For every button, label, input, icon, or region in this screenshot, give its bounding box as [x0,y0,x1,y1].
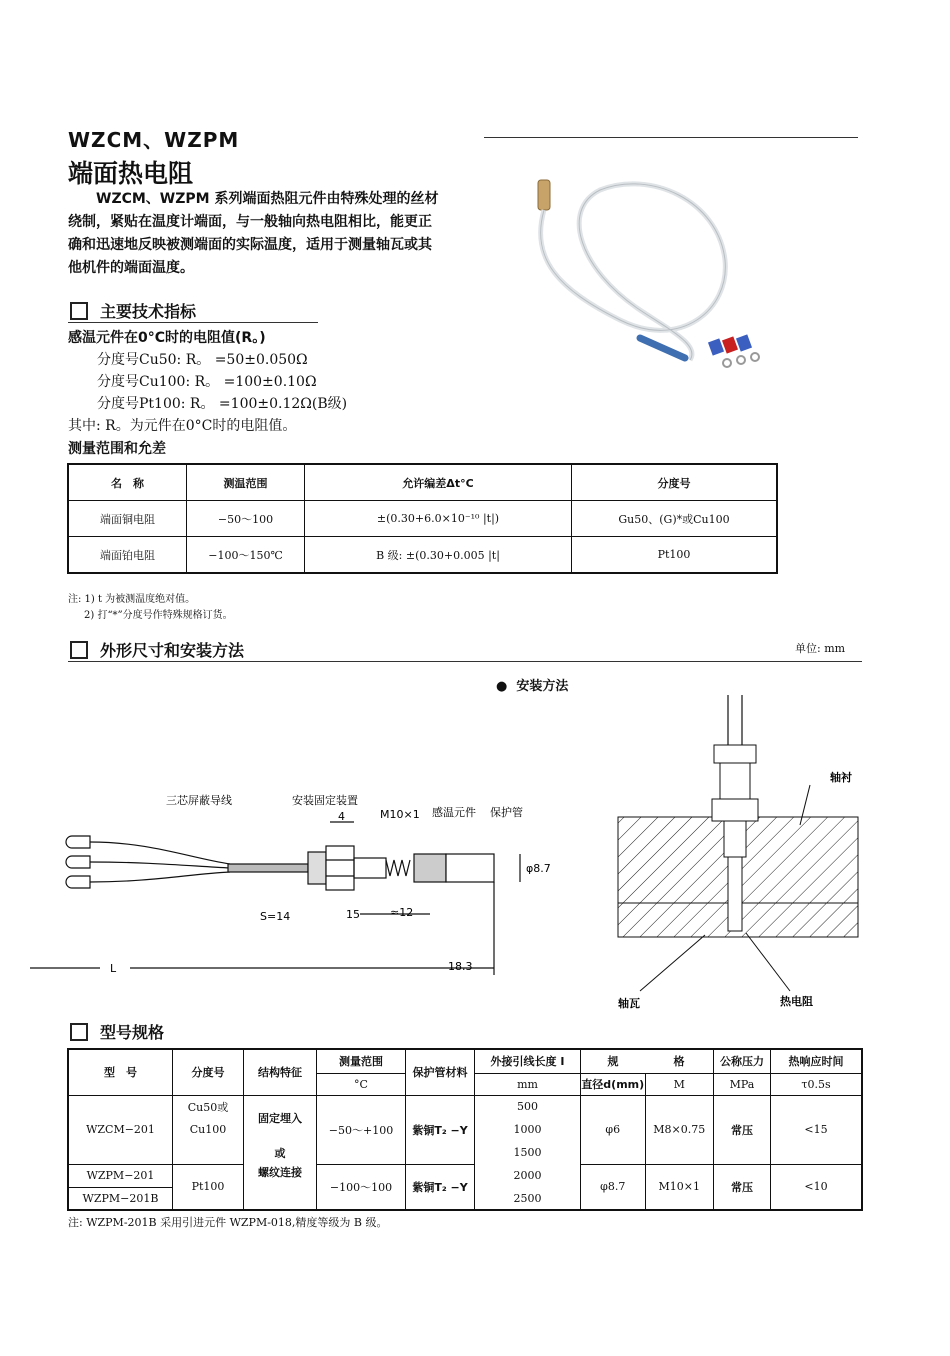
spring [386,860,410,876]
leader-line [640,935,705,991]
cell-thread: M10×1 [645,1164,714,1210]
blue-sleeve [640,338,685,358]
label-thread: M10×1 [380,808,420,821]
sensor-probe [538,180,550,210]
cell-response: <15 [771,1095,863,1164]
label-bushing: 轴衬 [830,771,852,784]
shielded-cable [228,864,308,872]
installation-drawing [610,695,870,1015]
label-tube: 保护管 [490,806,523,819]
cell-model: WZPM−201B [68,1187,173,1210]
table1-note-1: 注: 1) t 为被测温度绝对值。 [68,594,196,605]
model-title: WZCM、WZPM [68,128,240,152]
label-L: L [110,962,117,975]
spec-line-cu100: 分度号Cu100: R。 =100±0.10Ω [97,374,317,390]
models-note: 注: WZPM-201B 采用引进元件 WZPM-018,精度等级为 B 级。 [68,1216,388,1229]
hdr-response: 热响应时间 [771,1049,863,1073]
cell-thread: M8×0.75 [645,1095,714,1164]
cell: ±(0.30+6.0×10⁻¹⁰ |t|) [305,501,572,537]
cell: 端面铂电阻 [68,537,187,574]
lug-icon [66,836,90,848]
cell-lead: 1500 [475,1141,581,1164]
leader-line [746,933,790,991]
col-range: 测温范围 [187,464,305,501]
hdr-material: 保护管材料 [406,1049,475,1095]
cell-pressure: 常压 [714,1095,771,1164]
label-d183: 18.3 [448,960,473,973]
spec-line-pt100: 分度号Pt100: R。 =100±0.12Ω(B级) [97,396,348,412]
label-rtd: 热电阻 [780,995,813,1008]
header-rule [484,137,858,138]
label-d12: ≈12 [390,906,414,919]
table-row [68,1095,862,1118]
label-dia: φ8.7 [526,862,551,875]
cell-material: 紫铜T₂ −Y [406,1164,475,1210]
section-spec-heading: 主要技术指标 [70,299,196,322]
cell-material: 紫铜T₂ −Y [406,1095,475,1164]
cell-model: WZCM−201 [68,1095,173,1164]
hdr-range-unit: °C [317,1073,406,1095]
tolerance-table [67,463,778,574]
cell-range: −50～+100 [317,1095,406,1164]
section-rule [68,322,318,323]
cell: −50～100 [187,501,305,537]
model-spec-table [67,1048,863,1211]
lug-icon [66,856,90,868]
hdr-spec-b: 格 [645,1049,714,1073]
cell-range: −100～100 [317,1164,406,1210]
cell-model: WZPM−201 [68,1164,173,1187]
range-title: 测量范围和允差 [68,441,166,457]
r0-title: 感温元件在0°C时的电阻值(R。) [68,330,266,346]
cable-loop [541,184,726,360]
lead-wire [90,862,230,868]
bullet-icon: ● [496,679,508,694]
cell-dia: φ6 [581,1095,646,1164]
col-name: 名 称 [68,464,187,501]
label-bearing: 轴瓦 [618,997,640,1010]
hdr-pressure-unit: MPa [714,1073,771,1095]
label-s14: S=14 [260,910,291,923]
cell-grad [173,1141,244,1164]
sensor-element [414,854,446,882]
cell-lead: 1000 [475,1118,581,1141]
spec-line-cu50: 分度号Cu50: R。 =50±0.050Ω [97,352,308,368]
install-title: ● 安装方法 [496,679,569,694]
table-header-row [68,464,777,501]
hdr-lead-unit: mm [475,1073,581,1095]
label-sensor: 感温元件 [432,806,476,819]
fitting [720,763,750,799]
checkbox-square [70,641,88,659]
intro-paragraph: WZCM、WZPM 系列端面热阻元件由特殊处理的丝材绕制，紧贴在温度计端面，与一般轴向热电阻相比，能更正确和迅速地反映被测端面的实际温度，适用于测量轴瓦或其他机件的端面温度。 [68,191,439,276]
cell: 端面铜电阻 [68,501,187,537]
hdr-m: M [645,1073,714,1095]
table-row [68,1164,862,1187]
cell-grad: Cu50或 [173,1095,244,1118]
cell-dia: φ8.7 [581,1164,646,1210]
label-d4: 4 [338,810,345,823]
probe-shaft [728,857,742,931]
table-row [68,537,777,574]
checkbox-square [70,302,88,320]
label-fixing: 安装固定装置 [292,794,358,807]
cell-response: <10 [771,1164,863,1210]
cell-grad: Cu100 [173,1118,244,1141]
cell: Gu50、(G)*或Cu100 [572,501,778,537]
section-rule [68,661,862,662]
dimension-drawing [30,790,560,980]
col-tolerance: 允许编差Δt°C [305,464,572,501]
table-header-row [68,1049,862,1073]
page-title: 端面热电阻 [68,159,194,188]
table-row [68,501,777,537]
fitting-body [354,858,386,878]
hdr-lead: 外接引线长度 I [475,1049,581,1073]
cell-lead: 2500 [475,1187,581,1210]
knurled-nut [308,852,326,884]
hdr-response-unit: τ0.5s [771,1073,863,1095]
label-d15: 15 [346,908,360,921]
cell: Pt100 [572,537,778,574]
r0-note: 其中: R。为元件在0°C时的电阻值。 [68,418,297,434]
section-dims-heading: 外形尺寸和安装方法 [70,638,244,661]
section-models-heading: 型号规格 [70,1020,164,1043]
protection-tube [446,854,494,882]
top-nut [714,745,756,763]
lead-wire [90,872,230,882]
cell-grad: Pt100 [173,1164,244,1210]
hdr-pressure: 公称压力 [714,1049,771,1073]
unit-label: 单位: mm [795,642,846,655]
cell-struct: 或 [244,1141,317,1164]
hdr-spec-a: 规 [581,1049,646,1073]
cell-pressure: 常压 [714,1164,771,1210]
lead-wire [90,842,230,864]
terminal-lugs [708,334,759,367]
cell: −100～150℃ [187,537,305,574]
hex-nut [712,799,758,821]
hdr-model: 型 号 [68,1049,173,1095]
table1-note-2: 2) 打“*”分度号作特殊规格订货。 [84,610,233,621]
hex-nut [326,846,354,890]
hdr-struct: 结构特征 [244,1049,317,1095]
hdr-dia: 直径d(mm) [581,1073,646,1095]
spring-housing [724,821,746,857]
lug-icon [66,876,90,888]
label-cable: 三芯屏蔽导线 [166,794,232,807]
product-photo [500,160,760,400]
hdr-range: 测量范围 [317,1049,406,1073]
hdr-grad: 分度号 [173,1049,244,1095]
cell-lead: 2000 [475,1164,581,1187]
checkbox-square [70,1023,88,1041]
cell-struct: 固定埋入 [244,1095,317,1141]
cell-struct: 螺纹连接 [244,1164,317,1210]
col-graduation: 分度号 [572,464,778,501]
cell-lead: 500 [475,1095,581,1118]
cell: B 级: ±(0.30+0.005 |t| [305,537,572,574]
